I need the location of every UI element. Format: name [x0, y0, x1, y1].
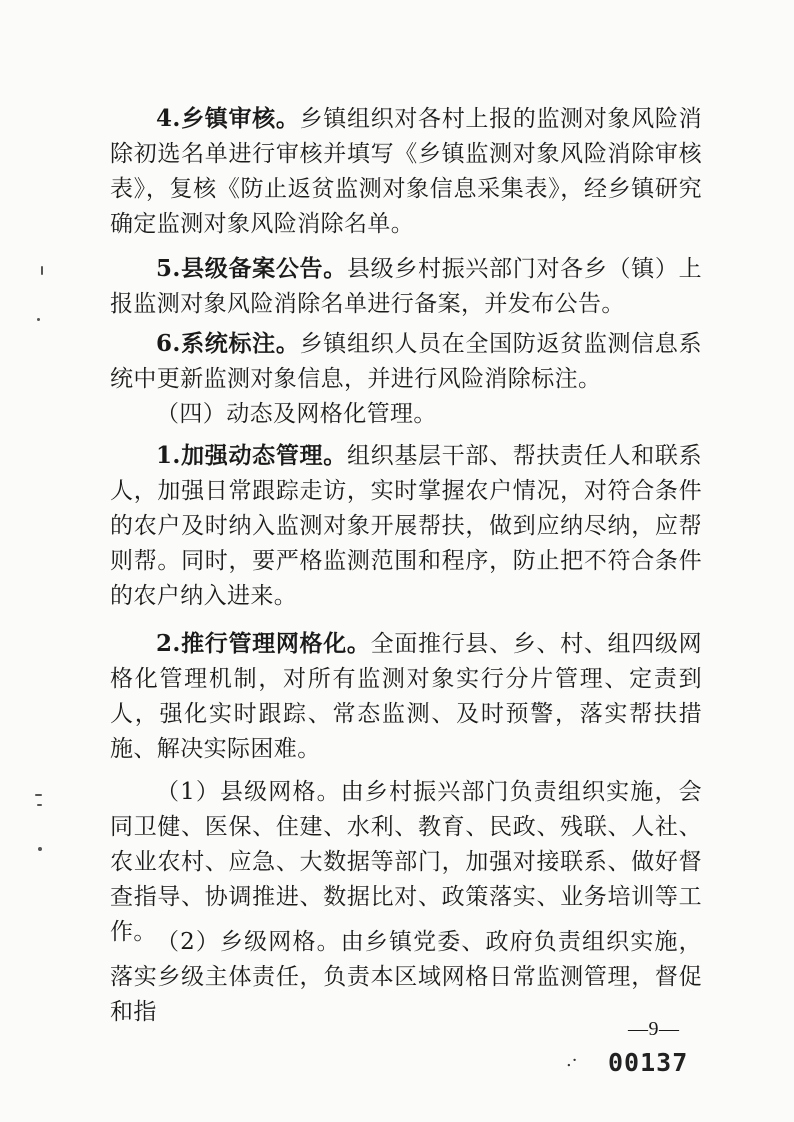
paragraph-lead: 1.加强动态管理。: [156, 442, 347, 469]
paragraph-text: 县级乡村振兴部门对各乡（镇）上报监测对象风险消除名单进行备案，并发布公告。: [110, 256, 702, 317]
paragraph-text: 组织基层干部、帮扶责任人和联系人，加强日常跟踪走访，实时掌握农户情况，对符合条件的农户及时纳入监测对象开展帮扶，做到应纳尽纳，应帮则帮。同时，要严格监测范围和程序，防止把不符合条件的农户纳入进来。: [110, 443, 702, 609]
paragraph-text: 乡镇组织人员在全国防返贫监测信息系统中更新监测对象信息，并进行风险消除标注。: [110, 331, 702, 392]
scan-speck: [41, 266, 43, 275]
paragraph-dynamic-management: [110, 438, 702, 614]
section-heading-text: （四）动态及网格化管理。: [156, 401, 437, 427]
paragraph-grid-management: [110, 626, 702, 767]
paragraph-township-review: [110, 101, 702, 242]
paragraph-county-grid: [110, 775, 702, 950]
paragraph-text: （1）县级网格。由乡村振兴部门负责组织实施，会同卫健、医保、住建、水利、教育、民政、残联、人社、农业农村、应急、大数据等部门，加强对接联系、做好督查指导、协调推进、数据比对、政策落实、业务培训等工作。: [110, 779, 702, 945]
paragraph-lead: 2.推行管理网格化。: [156, 630, 371, 657]
paragraph-text: 全面推行县、乡、村、组四级网格化管理机制，对所有监测对象实行分片管理、定责到人，强化实时跟踪、常态监测、及时预警，落实帮扶措施、解决实际困难。: [110, 631, 702, 762]
paragraph-lead: 6.系统标注。: [156, 330, 300, 357]
paragraph-county-filing: [110, 251, 702, 322]
section-heading-dynamic-grid: [110, 397, 702, 432]
paragraph-system-marking: [110, 326, 702, 397]
stamp-dots: .·: [566, 1050, 578, 1071]
archive-stamp-number: 00137: [608, 1048, 689, 1077]
scan-speck: [38, 847, 42, 851]
paragraph-text: （2）乡级网格。由乡镇党委、政府负责组织实施，落实乡级主体责任，负责本区域网格日常监测管理，督促和指: [110, 929, 702, 1025]
paragraph-lead: 5.县级备案公告。: [156, 255, 347, 282]
paragraph-township-grid: [110, 925, 702, 1030]
paragraph-lead: 4.乡镇审核。: [156, 105, 300, 132]
scan-speck: [37, 804, 42, 806]
paragraph-text: 乡镇组织对各村上报的监测对象风险消除初选名单进行审核并填写《乡镇监测对象风险消除审核表》，复核《防止返贫监测对象信息采集表》，经乡镇研究确定监测对象风险消除名单。: [110, 106, 702, 237]
scan-speck: [35, 794, 42, 796]
scan-speck: [37, 318, 40, 321]
page-number: —9—: [628, 1018, 680, 1040]
